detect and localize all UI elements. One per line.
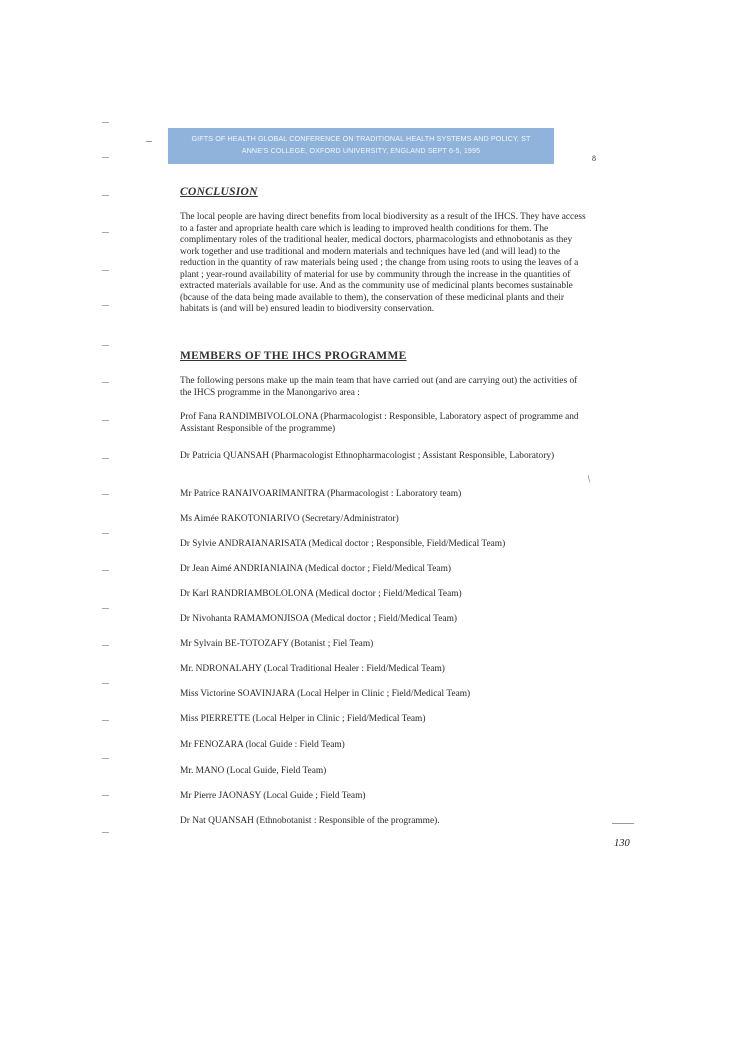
margin-mark xyxy=(102,683,109,684)
member-item: Mr Pierre JAONASY (Local Guide ; Field Team) xyxy=(180,791,366,801)
margin-mark xyxy=(102,345,109,346)
member-item: Dr Nat QUANSAH (Ethnobotanist : Responsible of the programme). xyxy=(180,816,440,826)
member-item: Dr Patricia QUANSAH (Pharmacologist Ethnopharmacologist ; Assistant Responsible, Laboratory) xyxy=(180,451,555,461)
conference-banner xyxy=(168,128,554,164)
banner-line-1: GIFTS OF HEALTH GLOBAL CONFERENCE ON TRADITIONAL HEALTH SYSTEMS AND POLICY, ST xyxy=(191,134,531,143)
member-item: Dr Nivohanta RAMAMONJISOA (Medical doctor ; Field/Medical Team) xyxy=(180,614,457,624)
pen-tick-mark: / xyxy=(585,474,594,485)
margin-mark xyxy=(102,645,109,646)
member-item: Prof Fana RANDIMBIVOLOLONA (Pharmacologist : Responsible, Laboratory aspect of programme and Assistant Responsible of the programme) xyxy=(180,412,579,434)
margin-mark xyxy=(102,305,109,306)
conclusion-paragraph: The local people are having direct benefits from local biodiversity as a result of the IHCS. They have access to a faster and apropriate health care which is leading to improved health conditions for them. The complimentary roles of the traditional healer, medical doctors, pharmacologists and ethnobotanis as they work together and use traditional and modern materials and techniques have led (and will lead) to the reduction in the quantity of raw materials being used ; the change from using roots to using the leaves of a plant ; year-round availability of material for use by community through the increase in the quantities of extracted materials available for use. And as the community use of medicinal plants becomes sustainable (bcause of the data being made available to them), the conservation of these medicinal plants and their habitats is (and will be) ensured leadin to biodiversity conservation. xyxy=(180,212,586,314)
stray-mark xyxy=(612,823,634,824)
margin-mark xyxy=(102,570,109,571)
margin-mark xyxy=(102,795,109,796)
member-item: Ms Aimée RAKOTONIARIVO (Secretary/Administrator) xyxy=(180,514,399,524)
margin-mark xyxy=(102,832,109,833)
conclusion-heading: CONCLUSION xyxy=(180,186,258,198)
header-page-number: 8 xyxy=(592,154,596,163)
member-item: Miss PIERRETTE (Local Helper in Clinic ; Field/Medical Team) xyxy=(180,714,426,724)
margin-mark xyxy=(102,157,109,158)
margin-mark xyxy=(102,533,109,534)
member-item: Dr Karl RANDRIAMBOLOLONA (Medical doctor ; Field/Medical Team) xyxy=(180,589,462,599)
margin-mark xyxy=(102,720,109,721)
member-item: Mr. MANO (Local Guide, Field Team) xyxy=(180,766,327,776)
margin-mark xyxy=(102,270,109,271)
member-item: Mr. NDRONALAHY (Local Traditional Healer : Field/Medical Team) xyxy=(180,664,445,674)
footer-page-number: 130 xyxy=(614,838,630,849)
margin-mark xyxy=(102,122,109,123)
margin-mark xyxy=(102,420,109,421)
margin-mark xyxy=(102,494,109,495)
stray-mark xyxy=(146,141,152,142)
banner-line-2: ANNE'S COLLEGE, OXFORD UNIVERSITY, ENGLAND SEPT 6-5, 1995 xyxy=(241,146,481,155)
members-intro: The following persons make up the main team that have carried out (and are carrying out) the activities of the IHCS programme in the Manongarivo area : xyxy=(180,376,578,398)
member-item: Mr Patrice RANAIVOARIMANITRA (Pharmacologist : Laboratory team) xyxy=(180,489,462,499)
member-item: Miss Victorine SOAVINJARA (Local Helper in Clinic ; Field/Medical Team) xyxy=(180,689,471,699)
members-heading: MEMBERS OF THE IHCS PROGRAMME xyxy=(180,350,407,362)
margin-mark xyxy=(102,758,109,759)
member-item: Dr Jean Aimé ANDRIANIAINA (Medical doctor ; Field/Medical Team) xyxy=(180,564,451,574)
margin-mark xyxy=(102,195,109,196)
margin-mark xyxy=(102,382,109,383)
member-item: Mr Sylvain BE-TOTOZAFY (Botanist ; Fiel Team) xyxy=(180,639,374,649)
member-item: Mr FENOZARA (local Guide : Field Team) xyxy=(180,740,345,750)
margin-mark xyxy=(102,458,109,459)
margin-mark xyxy=(102,608,109,609)
member-item: Dr Sylvie ANDRAIANARISATA (Medical doctor ; Responsible, Field/Medical Team) xyxy=(180,539,506,549)
margin-mark xyxy=(102,232,109,233)
